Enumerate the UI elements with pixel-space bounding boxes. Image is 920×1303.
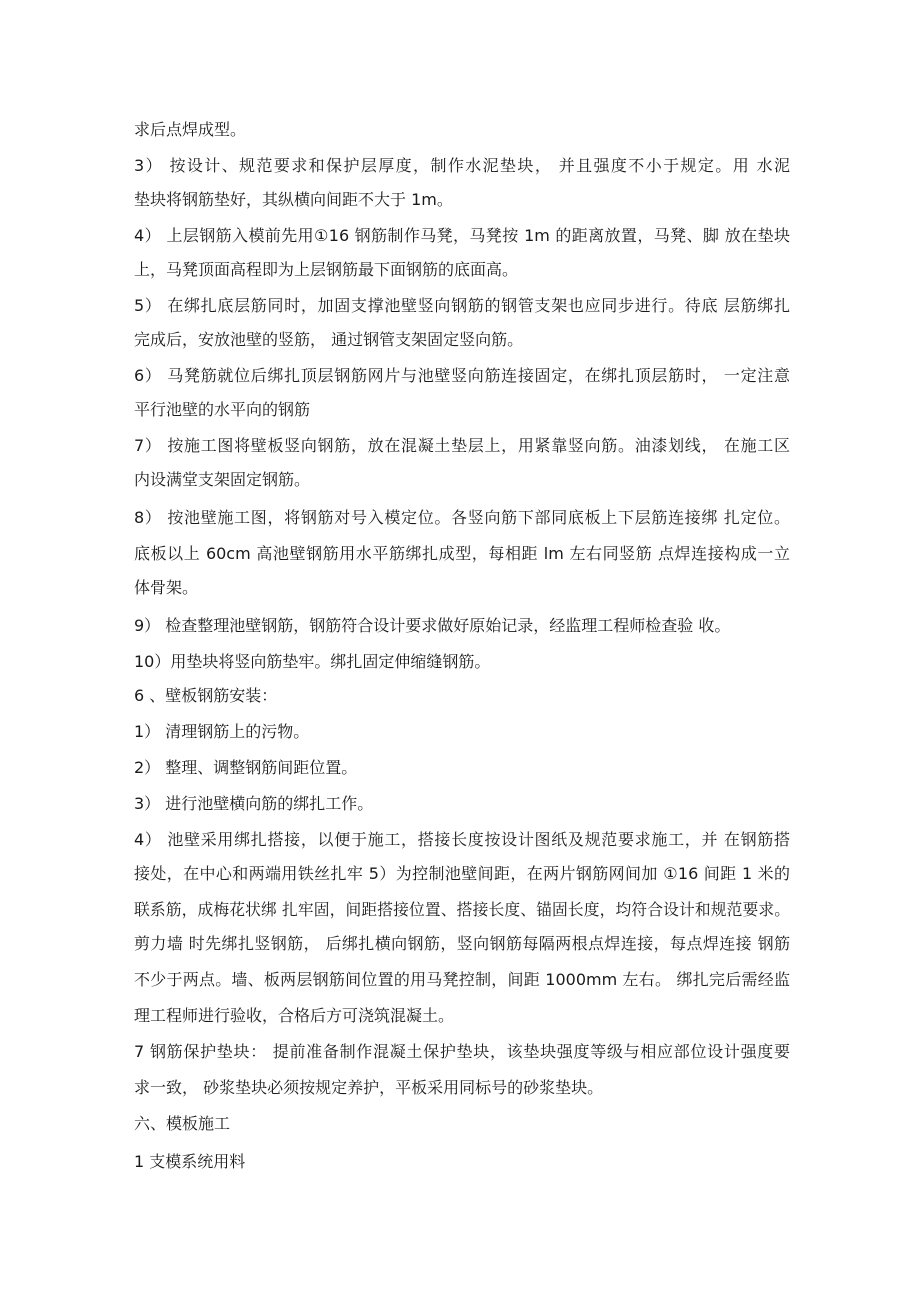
section-heading: 1 支模系统用料 — [134, 1152, 246, 1171]
text-line: 不少于两点。墙、板两层钢筋间位置的用马凳控制，间距 1000mm 左右。 绑扎完后需经监 — [134, 970, 790, 989]
text-line: 3） 进行池壁横向筋的绑扎工作。 — [134, 794, 374, 813]
text-line: 内设满堂支架固定钢筋。 — [134, 470, 311, 489]
text-line: 10）用垫块将竖向筋垫牢。绑扎固定伸缩缝钢筋。 — [134, 652, 491, 671]
text-line: 9） 检查整理池壁钢筋，钢筋符合设计要求做好原始记录，经监理工程师检查验 收。 — [134, 616, 731, 635]
text-line: 平行池壁的水平向的钢筋 — [134, 400, 311, 419]
text-line: 8） 按池壁施工图，将钢筋对号入模定位。各竖向筋下部同底板上下层筋连接绑 扎定位。 — [134, 508, 790, 527]
section-heading: 六、模板施工 — [134, 1114, 231, 1133]
text-line: 4） 池壁采用绑扎搭接，以便于施工，搭接长度按设计图纸及规范要求施工，并 在钢筋搭 — [134, 830, 790, 849]
text-line: 理工程师进行验收，合格后方可浇筑混凝土。 — [134, 1006, 455, 1025]
text-line: 7 钢筋保护垫块： 提前准备制作混凝土保护垫块，该垫块强度等级与相应部位设计强度要 — [134, 1042, 790, 1061]
text-line: 求一致， 砂浆垫块必须按规定养护，平板采用同标号的砂浆垫块。 — [134, 1078, 604, 1097]
text-line: 6） 马凳筋就位后绑扎顶层钢筋网片与池壁竖向筋连接固定，在绑扎顶层筋时， 一定注意 — [134, 366, 790, 385]
text-line: 剪力墙 时先绑扎竖钢筋， 后绑扎横向钢筋，竖向钢筋每隔两根点焊连接，每点焊连接 钢筋 — [134, 934, 790, 953]
text-line: 5） 在绑扎底层筋同时，加固支撑池壁竖向钢筋的钢管支架也应同步进行。待底 层筋绑扎 — [134, 296, 790, 315]
text-line: 1） 清理钢筋上的污物。 — [134, 722, 310, 741]
text-line: 7） 按施工图将壁板竖向钢筋，放在混凝土垫层上，用紧靠竖向筋。油漆划线， 在施工区 — [134, 436, 790, 455]
section-heading: 6 、壁板钢筋安装： — [134, 686, 278, 705]
text-line: 2） 整理、调整钢筋间距位置。 — [134, 758, 358, 777]
text-line: 3） 按设计、规范要求和保护层厚度，制作水泥垫块， 并且强度不小于规定。用 水泥 — [134, 156, 790, 175]
text-line: 求后点焊成型。 — [134, 120, 247, 139]
text-line: 上，马凳顶面高程即为上层钢筋最下面钢筋的底面高。 — [134, 260, 519, 279]
text-line: 体骨架。 — [134, 578, 199, 597]
text-line: 完成后，安放池壁的竖筋， 通过钢管支架固定竖向筋。 — [134, 330, 524, 349]
text-line: 垫块将钢筋垫好，其纵横向间距不大于 1m。 — [134, 190, 453, 209]
text-line: 联系筋，成梅花状绑 扎牢固，间距搭接位置、搭接长度、锚固长度，均符合设计和规范要求。 — [134, 900, 790, 919]
text-line: 4） 上层钢筋入模前先用①16 钢筋制作马凳，马凳按 1m 的距离放置，马凳、脚 放在垫块 — [134, 226, 790, 245]
text-line: 底板以上 60cm 高池壁钢筋用水平筋绑扎成型，每相距 lm 左右同竖筋 点焊连接构成一立 — [134, 544, 790, 563]
text-line: 接处，在中心和两端用铁丝扎牢 5）为控制池壁间距，在两片钢筋网间加 ①16 间距 1 米的 — [134, 864, 790, 883]
